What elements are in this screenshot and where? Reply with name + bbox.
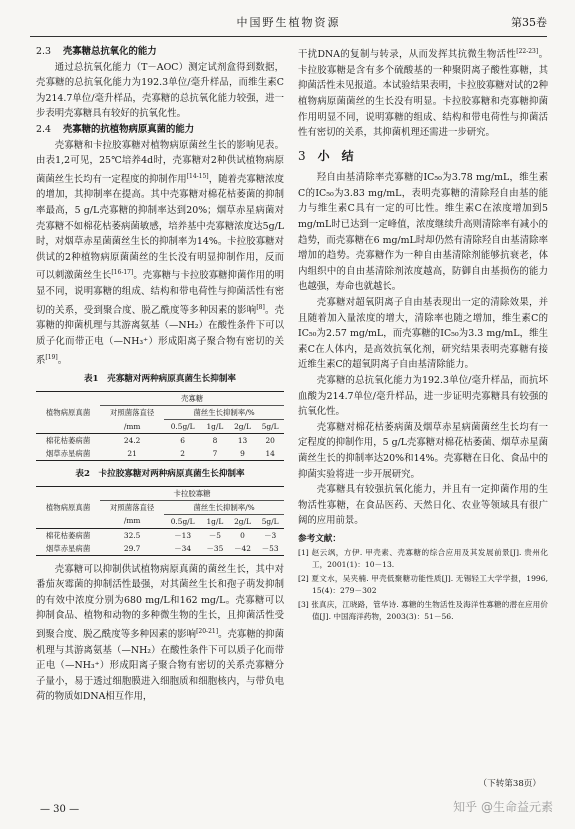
journal-title: 中国野生植物资源: [236, 16, 341, 29]
table-1: 植物病原真菌 壳寡糖 对照菌落直径 菌丝生长抑制率/% /mm 0.5g/L 1g/L 2g/L 5g/L 棉花枯萎病菌 24.2 6 8 13 20 烟草赤星病菌 21 2 7 9 14: [36, 391, 284, 461]
section-2-4-heading: 2.4 壳寡糖的抗植物病原真菌的能力: [36, 123, 195, 135]
discussion-text: 壳寡糖可以抑制供试植物病原真菌的菌丝生长，其中对番茄灰霉菌的抑制活性最强，对其菌丝生长和孢子萌发抑制的有效中浓度分别为680 mg/L和162 mg/L。壳寡糖可以抑制食品、植物和动物的多种微生物的生长，且抑菌活性受到聚合度、脱乙酰度等多种因素的影响[20-21]。壳寡糖的抑菌机理与其游离氨基（—NH₂）在酸性条件下可以质子化而带正电（—NH₃⁺）形成阳离子聚合物有密切的关系壳寡糖分子量小，易于透过细胞膜进入细胞质和细胞核内，与带负电荷的物质如DNA相互作用，: [36, 563, 284, 703]
running-header: [30, 14, 547, 36]
section-2-3-text: 通过总抗氧化能力（T－AOC）测定试剂盒得到数据，壳寡糖的总抗氧化能力为192.3单位/毫升样品，而维生素C为214.7单位/毫升样品，壳寡糖的总抗氧化能力较强，进一步表明壳寡糖具有较好的抗氧化性。: [36, 61, 284, 120]
reference-item: [1] 赵云飒，方伊. 甲壳素、壳寡糖的综合应用及其发展前景[J]. 贵州化工，2001(1)：10－13.: [298, 547, 548, 569]
left-column: [36, 44, 284, 705]
reference-item: [2] 夏文水，吴夹楠. 甲壳低聚糖功能性质[J]. 无锡轻工大学学报，1996, 15(4)：279－302: [298, 573, 548, 595]
references-heading: 参考文献：: [298, 533, 341, 544]
section-2-4-text: 壳寡糖和卡拉胶寡糖对植物病原菌丝生长的影响见表。由表1,2可见，25℃培养4d时，壳寡糖对2种供试植物病原菌菌丝生长均有一定程度的抑制作用[14-15]，随着壳寡糖浓度的增加，其抑制率在提高。其中壳寡糖对棉花枯萎菌的抑制率最高，5 g/L壳寡糖的抑制率达到20%；烟草赤星病菌对壳寡糖不如棉花枯萎病菌敏感，培养基中壳寡糖浓度达5g/L时，对烟草赤星菌菌丝生长的抑制率为14%。卡拉胶寡糖对供试的2种植物病原菌菌丝的生长没有明显抑制作用，反而可以刺激菌丝生长[16-17]。壳寡糖与卡拉胶寡糖抑菌作用的明显不同，说明寡糖的组成、结构和带电荷性与抑菌活性有密切的关系，受到聚合度、脱乙酰度等多种因素的影响[8]。壳寡糖的抑菌机理与其游离氨基（—NH₂）在酸性条件下可以质子化而带正电（—NH₃⁺）形成阳离子聚合物有密切的关系[19]。: [36, 139, 284, 366]
section-3-heading: 3 小 结: [298, 148, 354, 163]
references: [298, 533, 548, 623]
section-2-3-heading: 2.3 壳寡糖总抗氧化的能力: [36, 46, 157, 57]
summary-paragraph: 壳寡糖具有较强抗氧化能力，并且有一定抑菌作用的生物活性寡糖，在食品医药、天然日化、农业等领域具有很广阔的应用前景。: [298, 484, 548, 527]
table-subheader: 菌丝生长抑制率/%: [164, 500, 284, 514]
continued-note: （下转第38页）: [478, 779, 541, 789]
table-header: 植物病原真菌: [36, 391, 100, 433]
table-2: 植物病原真菌 卡拉胶寡糖 对照菌落直径 菌丝生长抑制率/% /mm 0.5g/L 1g/L 2g/L 5g/L 棉花枯萎病菌 32.5 －13 －5 0 －3 烟草赤星病菌 29.7 －34 －35 －42 －53: [36, 486, 284, 556]
table-header: 植物病原真菌: [36, 486, 100, 528]
table-header: 对照菌落直径: [109, 502, 155, 512]
table-1-caption: 表1 壳寡糖对两种病原真菌生长抑制率: [83, 374, 237, 385]
watermark: 知乎 @生命益元素: [453, 800, 553, 814]
right-column: [298, 44, 548, 625]
summary-paragraph: 壳寡糖的总抗氧化能力为192.3单位/毫升样品，而抗坏血酸为214.7单位/毫升样品，进一步证明壳寡糖具有较强的抗氧化性。: [298, 375, 548, 418]
continued-text: 干扰DNA的复制与转录，从而发挥其抗微生物活性[22-23]。卡拉胶寡糖是含有多个硫酸基的一种聚阴离子酸性寡糖，其抑菌活性未见报道。本试验结果表明，卡拉胶寡糖对试的2种植物病原菌菌丝的生长没有明显。卡拉胶寡糖和壳寡糖抑菌作用明显不同，说明寡糖的组成、结构和带电荷性与抑菌活性有密切的关系，其抑菌机理还需进一步研究。: [298, 48, 548, 139]
summary-paragraph: 羟自由基清除率壳寡糖的IC₅₀为3.78 mg/mL，维生素C的IC₅₀为3.83 mg/mL，表明壳寡糖的清除羟自由基的能力与维生素C具有一定的可比性。维生素C在浓度增加到5 mg/mL时已达到一定峰值，浓度继续升高则清除率有减小的趋势，而壳寡糖在6 mg/mL时却仍然有清除羟自由基清除率增加的趋势。壳寡糖作为一种自由基清除剂能够抗衰老，体内组织中的自由基清除剂浓度越高，防御自由基损伤的能力也越强，寿命也就越长。: [298, 172, 548, 293]
summary-paragraph: 壳寡糖对棉花枯萎病菌及烟草赤星病菌菌丝生长均有一定程度的抑制作用，5 g/L壳寡糖对棉花枯萎菌、烟草赤星菌菌丝生长的抑制率达20%和14%。壳寡糖在日化、食品中的抑菌实验将进一步开展研究。: [298, 421, 548, 480]
table-row: 烟草赤星病菌 29.7 －34 －35 －42 －53: [36, 542, 284, 556]
reference-item: [3] 张真庆，江晓路，管华诗. 寡糖的生物活性及海洋性寡糖的潜在应用价值[J]. 中国海洋药物，2003(3)：51－56.: [298, 599, 548, 621]
table-subheader: 菌丝生长抑制率/%: [164, 405, 284, 419]
summary-paragraph: 壳寡糖对超氧阴离子自由基表现出一定的清除效果，并且随着加入量浓度的增大，清除率也随之增加，维生素C的IC₅₀为2.57 mg/mL，而壳寡糖的IC₅₀为3.3 mg/mL，维生素C在人体内，是高效抗氧化剂，研究结果表明壳寡糖有接近维生素C的超氧阴离子自由基清除能力。: [298, 297, 548, 371]
table-2-caption: 表2 卡拉胶寡糖对两种病原真菌生长抑制率: [75, 468, 245, 479]
table-row: 棉花枯萎病菌 24.2 6 8 13 20: [45, 435, 275, 445]
volume-label: 第35卷: [511, 16, 547, 29]
table-row: 棉花枯萎病菌 32.5 －13 －5 0 －3: [45, 530, 277, 540]
header-rule: [30, 36, 547, 37]
table-group-header: 壳寡糖: [100, 391, 284, 405]
table-group-header: 卡拉胶寡糖: [100, 486, 284, 500]
table-header: 对照菌落直径: [109, 408, 155, 418]
table-row: 烟草赤星病菌 21 2 7 9 14: [36, 447, 284, 461]
page-number: — 30 —: [40, 804, 80, 815]
